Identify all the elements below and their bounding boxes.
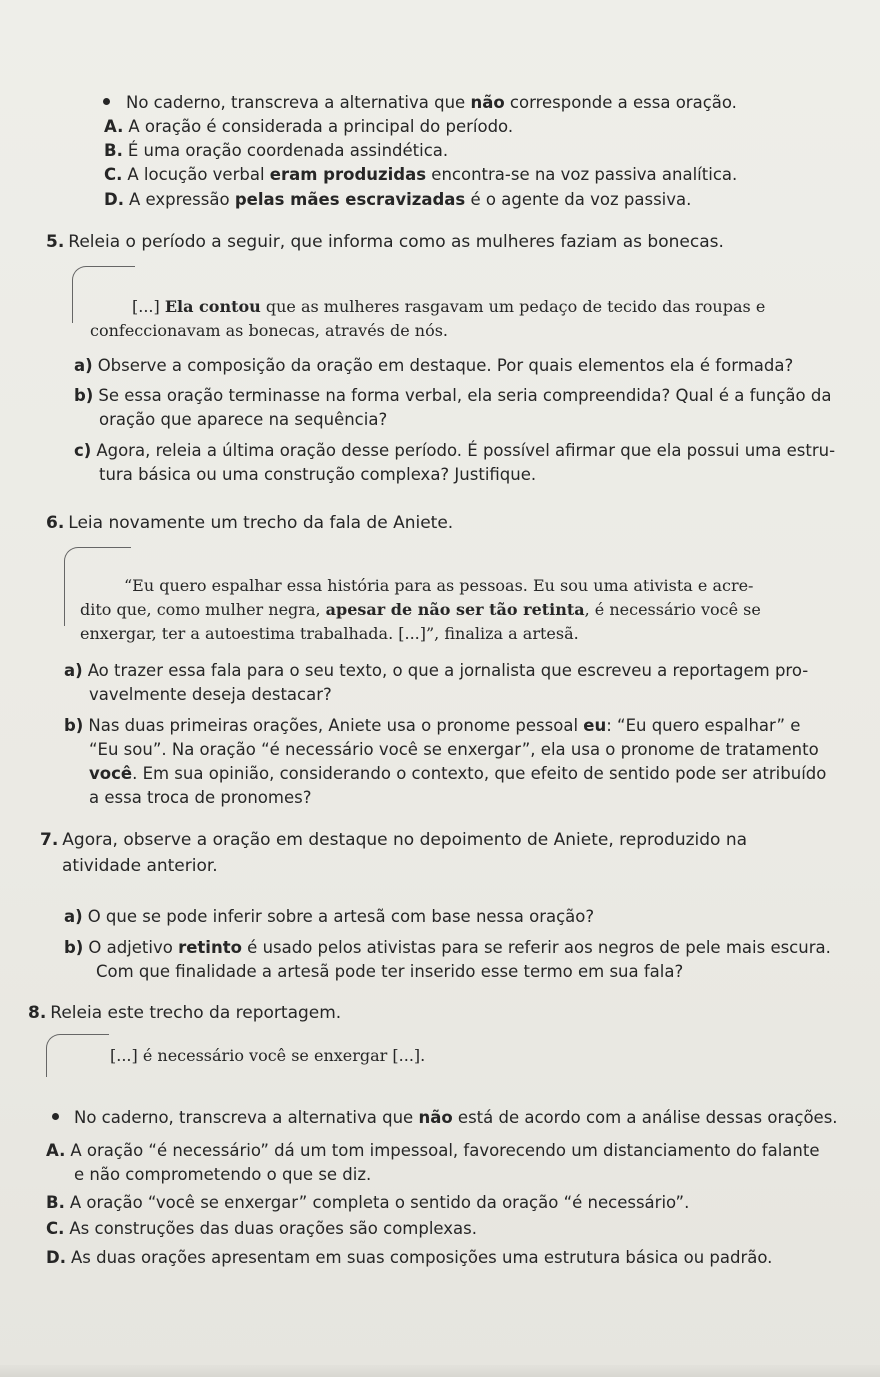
q4-instruction: No caderno, transcreva a alternativa que não corresponde a essa oração. (126, 93, 737, 112)
q7-item-b-line1: b) O adjetivo retinto é usado pelos ativistas para se referir aos negros de pele mais escura. (64, 938, 831, 957)
q8-option-d: D. As duas orações apresentam em suas composições uma estrutura básica ou padrão. (46, 1248, 773, 1267)
quote-bracket (72, 266, 135, 323)
q5-item-c-line2: tura básica ou uma construção complexa? Justifique. (99, 465, 537, 484)
q6-item-b-line3: você. Em sua opinião, considerando o contexto, que efeito de sentido pode ser atribuído (89, 764, 827, 783)
q6-quote-line3: enxergar, ter a autoestima trabalhada. [...]”, finaliza a artesã. (80, 624, 579, 643)
page-bottom-edge (0, 1365, 880, 1377)
q8-quote: [...] é necessário você se enxergar [...]. (110, 1046, 426, 1065)
q5-item-a: a) Observe a composição da oração em destaque. Por quais elementos ela é formada? (74, 356, 794, 375)
q6-item-b-line4: a essa troca de pronomes? (89, 788, 312, 807)
q6-item-a-line1: a) Ao trazer essa fala para o seu texto, o que a jornalista que escreveu a reportagem pro- (64, 661, 809, 680)
q5-item-c-line1: c) Agora, releia a última oração desse período. É possível afirmar que ela possui uma estru- (74, 441, 836, 460)
quote-bracket (46, 1034, 109, 1077)
q6-item-a-line2: vavelmente deseja destacar? (89, 685, 332, 704)
q4-option-d: D. A expressão pelas mães escravizadas é o agente da voz passiva. (104, 190, 692, 209)
q5-quote-line1: [...] Ela contou que as mulheres rasgavam um pedaço de tecido das roupas e (132, 297, 766, 316)
q7-title-line1: 7. Agora, observe a oração em destaque no depoimento de Aniete, reproduzido na (40, 830, 748, 850)
q8-option-a-line2: e não comprometendo o que se diz. (74, 1165, 372, 1184)
q5-quote-line2: confeccionavam as bonecas, através de nós. (90, 321, 448, 340)
bullet-icon (103, 98, 110, 105)
q6-quote-line2: dito que, como mulher negra, apesar de não ser tão retinta, é necessário você se (80, 600, 761, 619)
q7-item-a: a) O que se pode inferir sobre a artesã com base nessa oração? (64, 907, 595, 926)
q8-option-a-line1: A. A oração “é necessário” dá um tom impessoal, favorecendo um distanciamento do falante (46, 1141, 820, 1160)
q5-item-b-line2: oração que aparece na sequência? (99, 410, 388, 429)
q5-title: 5. Releia o período a seguir, que informa como as mulheres faziam as bonecas. (46, 232, 724, 252)
bullet-icon (52, 1113, 59, 1120)
q5-item-b-line1: b) Se essa oração terminasse na forma verbal, ela seria compreendida? Qual é a função da (74, 386, 832, 405)
q6-quote-line1: “Eu quero espalhar essa história para as pessoas. Eu sou uma ativista e acre- (124, 576, 754, 595)
q7-item-b-line2: Com que finalidade a artesã pode ter inserido esse termo em sua fala? (96, 962, 684, 981)
q8-instruction: No caderno, transcreva a alternativa que não está de acordo com a análise dessas orações. (74, 1108, 838, 1127)
q4-option-b: B. É uma oração coordenada assindética. (104, 141, 449, 160)
q6-item-b-line1: b) Nas duas primeiras orações, Aniete usa o pronome pessoal eu: “Eu quero espalhar” e (64, 716, 801, 735)
q8-option-b: B. A oração “você se enxergar” completa o sentido da oração “é necessário”. (46, 1193, 690, 1212)
q4-option-a: A. A oração é considerada a principal do período. (104, 117, 514, 136)
q6-title: 6. Leia novamente um trecho da fala de Aniete. (46, 513, 454, 533)
q4-option-c: C. A locução verbal eram produzidas encontra-se na voz passiva analítica. (104, 165, 738, 184)
q6-item-b-line2: “Eu sou”. Na oração “é necessário você se enxergar”, ela usa o pronome de tratamento (89, 740, 819, 759)
q8-title: 8. Releia este trecho da reportagem. (28, 1003, 342, 1023)
q7-title-line2: atividade anterior. (62, 856, 218, 876)
q8-option-c: C. As construções das duas orações são complexas. (46, 1219, 477, 1238)
